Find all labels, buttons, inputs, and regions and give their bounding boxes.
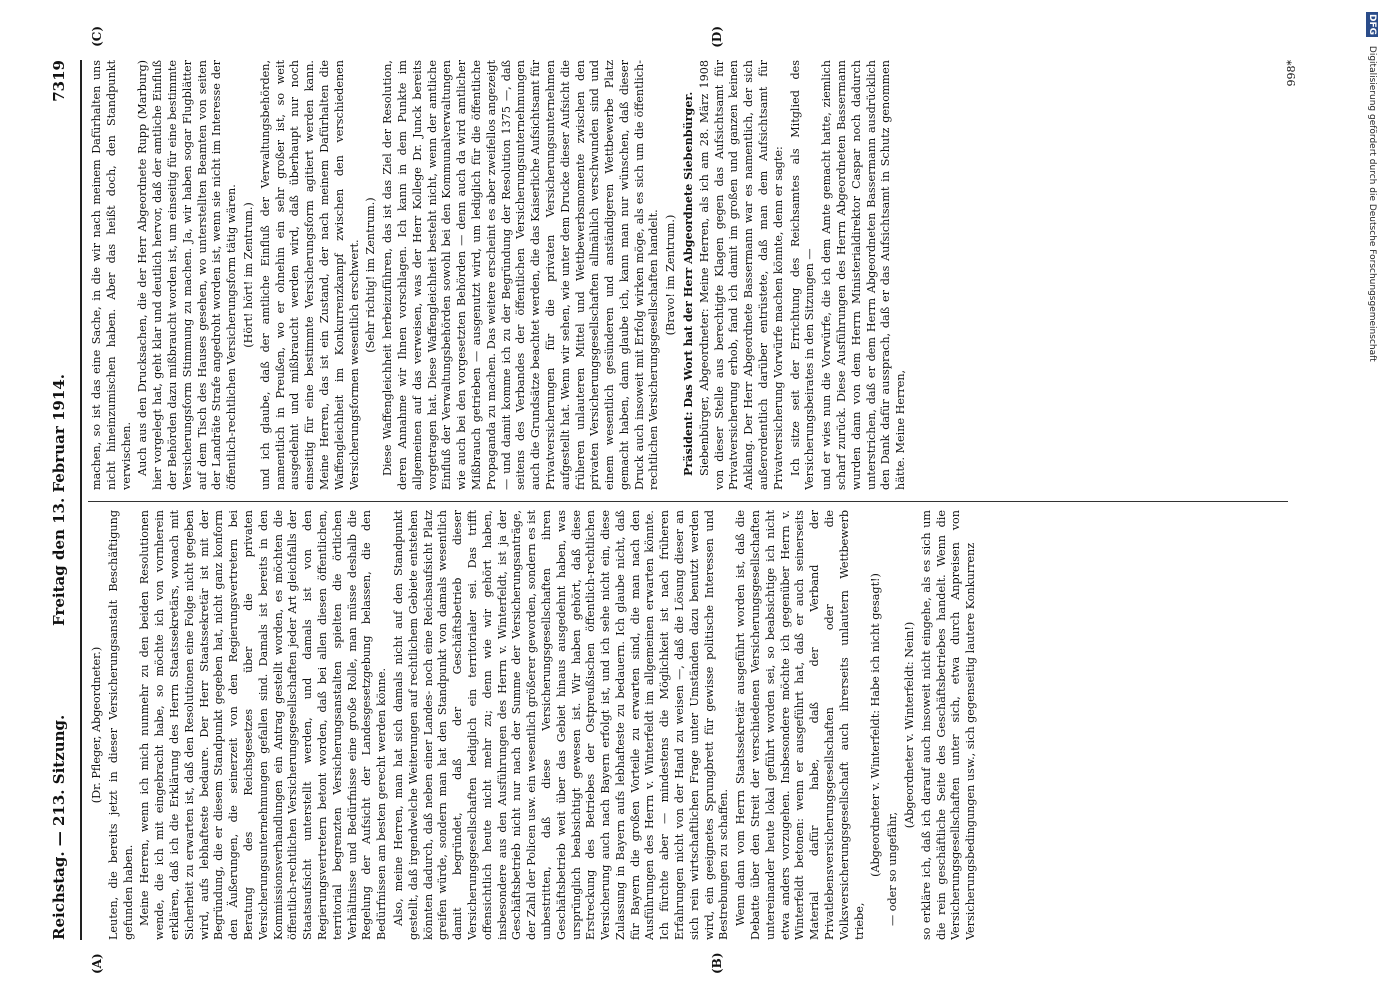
- paragraph: Auch aus den Drucksachen, die der Herr Abgeordnete Rupp (Marburg) hier vorgelegt hat, geht klar und deutlich hervor, daß der amtliche Einfluß der Behörden dazu mißbraucht worden ist, um einseitig für eine bestimmte Versicherungsform Stimmung zu machen. Ja, wir haben sogar Flugblätter auf dem Tisch des Hauses gesehen, wo unterstellten Beamten von seiten der Landräte Strafe angedroht worden ist, wenn sie nicht im Interesse der öffentlich-rechtlichen Versicherungsform tätig wären.: [136, 60, 239, 490]
- margin-marker-d: (D): [710, 26, 724, 48]
- paragraph: Leuten, die bereits jetzt in dieser Versicherungsanstalt Beschäftigung gefunden haben.: [106, 510, 135, 940]
- paragraph: und ich glaube, daß der amtliche Einfluß der Verwaltungsbehörden, namentlich in Preußen, wo er ohnehin ein sehr großer ist, so weit ausgedehnt und mißbraucht werden wird, daß überhaupt nur noch einseitig für eine bestimmte Versicherungsform agitiert werden kann. Meine Herren, das ist ein Zustand, der nach meinem Dafürhalten die Waffengleichheit im Konkurrenzkampf zwischen den verschiedenen Versicherungsformen wesentlich erschwert.: [258, 60, 361, 490]
- margin-marker-c: (C): [90, 26, 104, 47]
- interjection: (Bravo! im Zentrum.): [664, 214, 678, 336]
- paragraph: so erkläre ich, daß ich darauf auch insoweit nicht eingehe, als es sich um die rein geschäftliche Seite des Geschäftsbetriebes handelt. Wenn die Versicherungsgesellschaften unter sich, etwa durch Anpreisen von Versicherungsbedingungen usw., sich gegenseitig lautere Konkurrenz: [919, 510, 978, 940]
- interjection: (Sehr richtig! im Zentrum.): [364, 197, 378, 353]
- column-divider: [88, 501, 1288, 502]
- header-left: Reichstag. — 213. Sitzung.: [50, 714, 68, 940]
- left-column: [90, 510, 1280, 940]
- dfg-credit-text: Digitalisierung gefördert durch die Deutsche Forschungsgemeinschaft: [1367, 45, 1377, 362]
- page-header: [42, 60, 82, 940]
- paragraph: — oder so ungefähr,: [886, 811, 900, 926]
- paragraph: machen, so ist das eine Sache, in die wir nach meinem Dafürhalten uns nicht hineinzumischen haben. Aber das heißt doch, den Standpunkt verwischen.: [90, 60, 133, 490]
- rotated-page: [20, 20, 1320, 980]
- margin-marker-b: (B): [710, 952, 724, 974]
- paragraph: Wenn dann vom Herrn Staatssekretär ausgeführt worden ist, daß die Debatte über den Streit der verschiedenen Versicherungsgesellschaften untereinander heute lokal geführt worden sei, so beabsichtige ich nicht etwa anders vorzugehen. Insbesondere möchte ich gegenüber Herrn v. Winterfeldt betonen: wenn er ausgeführt hat, daß er auch seinerseits Material dafür habe, daß der Verband der Privatlebensversicherungsgesellschaften oder die Volksversicherungsgesellschaft auch ihrerseits unlautern Wettbewerb triebe,: [734, 510, 866, 940]
- quotation: Ich sitze seit der Errichtung des Reichsamtes als Mitglied des Versicherungsbeirates in den Sitzungen —: [788, 60, 817, 490]
- interjection: (Hört! hört! im Zentrum.): [241, 202, 255, 348]
- paragraph: Meine Herren, wenn ich mich nunmehr zu den beiden Resolutionen wende, die ich mit eingebracht habe, so möchte ich von vornherein erklären, daß ich die Erklärung des Herrn Staatssekretärs, wonach mit Sicherheit zu erwarten ist, daß den Resolutionen eine Folge nicht gegeben wird, aufs lebhafteste bedaure. Der Herr Staatssekretär ist mit der Begründung, die er diesem Standpunkt gegeben hat, nicht ganz konform den Äußerungen, die seinerzeit von den Regierungsvertretern bei Beratung des Reichsgesetzes über die privaten Versicherungsunternehmungen gefallen sind. Damals ist bereits in den Kommissionsverhandlungen ein Antrag gestellt worden, es möchten die öffentlich-rechtlichen Versicherungsgesellschaften jeder Art gleichfalls der Staatsaufsicht unterstellt werden, und damals ist von den Regierungsvertretern betont worden, daß bei allen diesen öffentlichen, territorial begrenzten Versicherungsanstalten spielten die örtlichen Verhältnisse und Bedürfnisse eine große Rolle, man müsse deshalb die Regelung der Aufsicht der Landesgesetzgebung belassen, die den Bedürfnissen am besten gerecht werden könne.: [138, 510, 389, 940]
- footer-number: 998*: [1285, 60, 1298, 87]
- page-number: 7319: [50, 60, 68, 102]
- margin-marker-a: (A): [90, 953, 104, 974]
- paragraph: Siebenbürger, Abgeordneter: Meine Herren, als ich am 28. März 1908 von dieser Stelle aus berechtigte Klagen gegen das Aufsichtsamt für Privatversicherung erhob, fand ich damit im großen und ganzen keinen Anklang. Der Herr Abgeordnete Bassermann war es namentlich, der sich außerordentlich darüber entrüstete, daß man dem Aufsichtsamt für Privatversicherung Vorwürfe machen könnte, denn er sagte:: [697, 60, 785, 490]
- dfg-credit: [1366, 12, 1378, 362]
- interjection: (Abgeordneter v. Winterfeldt: Nein!): [903, 621, 917, 829]
- paragraph: Diese Waffengleichheit herbeizuführen, das ist das Ziel der Resolution, deren Annahme wir Ihnen vorschlagen. Ich kann in dem Punkte im allgemeinen auf das verweisen, was der Herr Kollege Dr. Junck bereits vorgetragen hat. Diese Waffengleichheit besteht nicht, wenn der amtliche Einfluß der Verwaltungsbehörden sowohl bei den Kommunalverwaltungen wie auch bei den vorgesetzten Behörden — denn auch da wird amtlicher Mißbrauch getrieben — ausgenutzt wird, um lediglich für die öffentliche Propaganda zu machen. Das weitere erscheint es aber zweifellos angezeigt — und damit komme ich zu der Begründung der Resolution 1375 —, daß seitens des Verbandes der öffentlichen Versicherungsunternehmungen auch die Grundsätze beachtet werden, die das Kaiserliche Aufsichtsamt für Privatversicherungen für die privaten Versicherungsunternehmen aufgestellt hat. Wenn wir sehen, wie unter dem Drucke dieser Aufsicht die früheren unlauteren Mittel und Wettbewerbsmomente zwischen den privaten Versicherungsgesellschaften allmählich verschwunden sind und einem wesentlich gesünderen und anständigeren Wettbewerbe Platz gemacht haben, dann glaube ich, kann man nur wünschen, daß dieser Druck auch insoweit mit Erfolg wirken möge, als es sich um die öffentlich-rechtlichen Versicherungsgesellschaften handelt.: [381, 60, 661, 490]
- dfg-logo: DFG: [1367, 14, 1377, 36]
- header-rule: [80, 60, 82, 940]
- paragraph: und er wies nun die Vorwürfe, die ich dem Amte gemacht hatte, ziemlich scharf zurück. Diese Ausführungen des Herrn Abgeordneten Bassermann wurden dann von dem Herrn Ministerialdirektor Caspar noch dadurch unterstrichen, daß er dem Herrn Abgeordneten Bassermann ausdrücklich den Dank dafür aussprach, daß er das Aufsichtsamt in Schutz genommen hätte. Meine Herren,: [820, 60, 908, 490]
- right-column: [90, 60, 1280, 490]
- header-center: Freitag den 13. Februar 1914.: [50, 374, 68, 626]
- president-statement: Präsident: Das Wort hat der Herr Abgeordnete Siebenbürger.: [681, 91, 696, 476]
- speaker-note: (Dr. Pfleger, Abgeordneter.): [90, 646, 103, 804]
- paragraph: Also, meine Herren, man hat sich damals nicht auf den Standpunkt gestellt, daß irgendwelche Weiterungen auf rechtlichem Gebiete entstehen könnten dadurch, daß neben einer Landes- noch eine Reichsaufsicht Platz greifen würde, sondern man hat den Standpunkt von damals wesentlich damit begründet, daß der Geschäftsbetrieb dieser Versicherungsgesellschaften lediglich ein territorialer sei. Das trifft offensichtlich heute nicht mehr zu; denn wie wir gehört haben, insbesondere aus den Ausführungen des Herrn v. Winterfeldt, ist ja der Geschäftsbetrieb nicht nur nach der Summe der Versicherungsanträge, der Zahl der Policen usw. ein wesentlich größerer geworden, sondern es ist unbestritten, daß diese Versicherungsgesellschaften ihren Geschäftsbetrieb weit über das Gebiet hinaus ausgedehnt haben, was ursprünglich beabsichtigt gewesen ist. Wir haben gehört, daß diese Erstreckung des Betriebes der Ostpreußischen öffentlich-rechtlichen Versicherung auch nach Bayern erfolgt ist, und ich sehe nicht ein, diese Zulassung in Bayern aufs lebhafteste zu bedauern. Ich glaube nicht, daß für Bayern die großen Vorteile zu erwarten sind, die man nach den Ausführungen des Herrn v. Winterfeldt im allgemeinen erwarten könnte. Ich fürchte aber — mindestens die Möglichkeit ist nach früheren Erfahrungen nicht von der Hand zu weisen —, daß die Lösung dieser an sich rein wirtschaftlichen Frage unter Umständen dazu benutzt werden wird, ein geeignetes Sprungbrett für gewisse politische Interessen und Bestrebungen zu schaffen.: [391, 510, 731, 940]
- interjection: (Abgeordneter v. Winterfeldt: Habe ich nicht gesagt!): [869, 573, 883, 877]
